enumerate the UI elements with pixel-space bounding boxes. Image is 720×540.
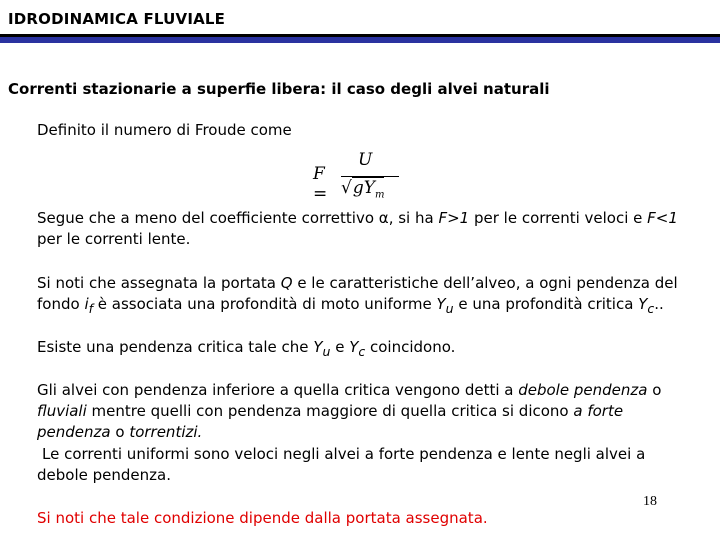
formula-numerator: U [358,150,373,170]
formula-lhs: F = [313,164,328,204]
paragraph-portata: Si noti che assegnata la portata Q e le caratteristiche dell’alveo, a ogni pendenza del fondo $i_f$ è associata una profondità di moto uniforme $Y_u$ e una profondità critica $Y_c$.. [37,274,678,316]
paragraph-critical-slope: Esiste una pendenza critica tale che $Y_u$ e $Y_c$ coincidono. [37,338,456,359]
paragraph-froude-intro: Definito il numero di Froude come [37,121,292,139]
paragraph-froude-regimes: Segue che a meno del coefficiente correttivo α, si ha F>1 per le correnti veloci e F<1 per le correnti lente. [37,209,678,248]
paragraph-slope-classes: Gli alvei con pendenza inferiore a quella critica vengono detti a debole pendenza o fluviali mentre quelli con pendenza maggiore di quella critica si dicono a forte pendenza o torrentizi. [37,381,662,441]
slide-title: IDRODINAMICA FLUVIALE [8,10,226,28]
page-number: 18 [643,494,657,509]
paragraph-note-red: Si noti che tale condizione dipende dalla portata assegnata. [37,509,488,527]
paragraph-uniform-flow: Le correnti uniformi sono veloci negli alvei a forte pendenza e lente negli alvei a debole pendenza. [37,445,646,484]
formula-denominator: $√gY_m$ [341,178,385,201]
title-underline-bar [0,34,720,43]
slide-subtitle: Correnti stazionarie a superfie libera: il caso degli alvei naturali [8,80,550,98]
